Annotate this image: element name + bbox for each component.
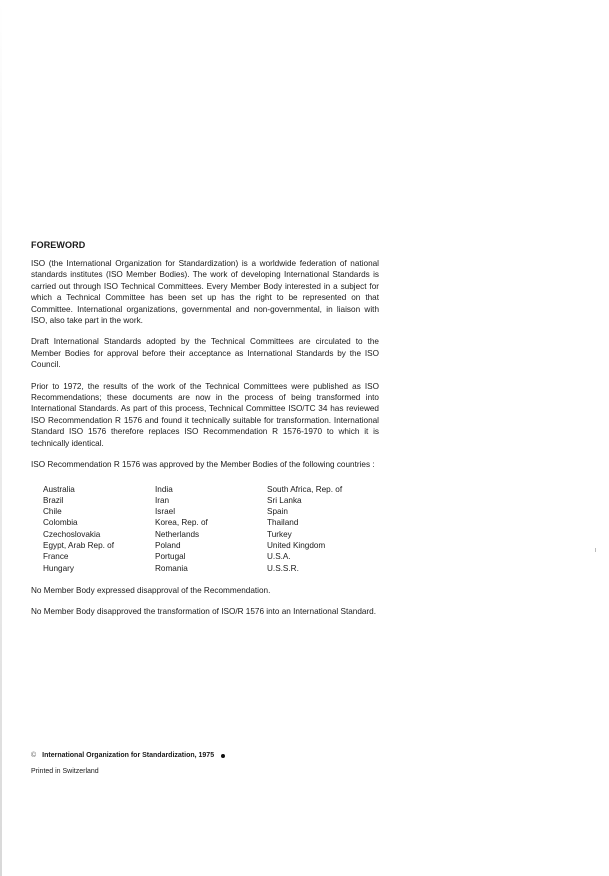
country: Egypt, Arab Rep. of <box>43 540 115 550</box>
copyright-text: International Organization for Standardization, 1975 <box>42 752 215 759</box>
paragraph-approval: ISO Recommendation R 1576 was approved by the Member Bodies of the following countries : <box>31 460 375 470</box>
country-list <box>43 484 379 574</box>
paragraph-prior-1972: Prior to 1972, the results of the work of the Technical Committees were published as ISO Recommendations; these documents are now in the process of being transformed into International Standards. As part of this process, Technical Committee ISO/TC 34 has reviewed ISO Recommendation R 1576 and found it technically suitable for transformation. International Standard ISO 1576 therefore replaces ISO Recommendation R 1576-1970 to which it is technically identical. <box>31 381 379 448</box>
country-column-3 <box>267 484 407 574</box>
footer <box>31 752 225 775</box>
scan-speck <box>595 548 596 552</box>
country: Turkey <box>267 529 292 539</box>
copyright-icon: © <box>31 752 37 759</box>
country: Brazil <box>43 495 64 505</box>
copyright-line <box>31 752 225 759</box>
paragraph-draft-standards: Draft International Standards adopted by the Technical Committees are circulated to the Member Bodies for approval before their acceptance as International Standards by the ISO Council. <box>31 337 379 370</box>
printed-location: Printed in Switzerland <box>31 768 99 775</box>
country-column-2 <box>155 484 267 574</box>
scan-edge <box>0 0 2 876</box>
country: Chile <box>43 507 62 517</box>
country: India <box>155 484 173 494</box>
paragraph-iso-intro: ISO (the International Organization for Standardization) is a worldwide federation of national standards institutes (ISO Member Bodies). The work of developing International Standards is carried out through ISO Technical Committees. Every Member Body interested in a subject for which a Technical Committee has been set up has the right to be represented on that Committee. International organizations, governmental and non-governmental, in liaison with ISO, also take part in the work. <box>31 259 379 326</box>
country: South Africa, Rep. of <box>267 484 343 494</box>
country: Poland <box>155 540 181 550</box>
country: Romania <box>155 563 188 573</box>
country: Australia <box>43 484 75 494</box>
country: Iran <box>155 495 170 505</box>
country: Netherlands <box>155 529 200 539</box>
country: Thailand <box>267 518 299 528</box>
paragraph-transformation: No Member Body disapproved the transformation of ISO/R 1576 into an International Standard. <box>31 607 376 617</box>
country: Spain <box>267 507 288 517</box>
country: U.S.A. <box>267 552 291 562</box>
country: Hungary <box>43 563 74 573</box>
country-column-1 <box>43 484 155 574</box>
country: United Kingdom <box>267 540 326 550</box>
country: Israel <box>155 507 176 517</box>
country: Korea, Rep. of <box>155 518 208 528</box>
foreword-section <box>31 240 379 628</box>
bullet-icon <box>221 754 225 758</box>
country: Czechoslovakia <box>43 529 101 539</box>
country: France <box>43 552 69 562</box>
country: Sri Lanka <box>267 495 302 505</box>
country: Portugal <box>155 552 186 562</box>
country: Colombia <box>43 518 78 528</box>
paragraph-no-disapproval: No Member Body expressed disapproval of the Recommendation. <box>31 585 271 595</box>
country: U.S.S.R. <box>267 563 299 573</box>
foreword-heading: FOREWORD <box>31 240 86 250</box>
